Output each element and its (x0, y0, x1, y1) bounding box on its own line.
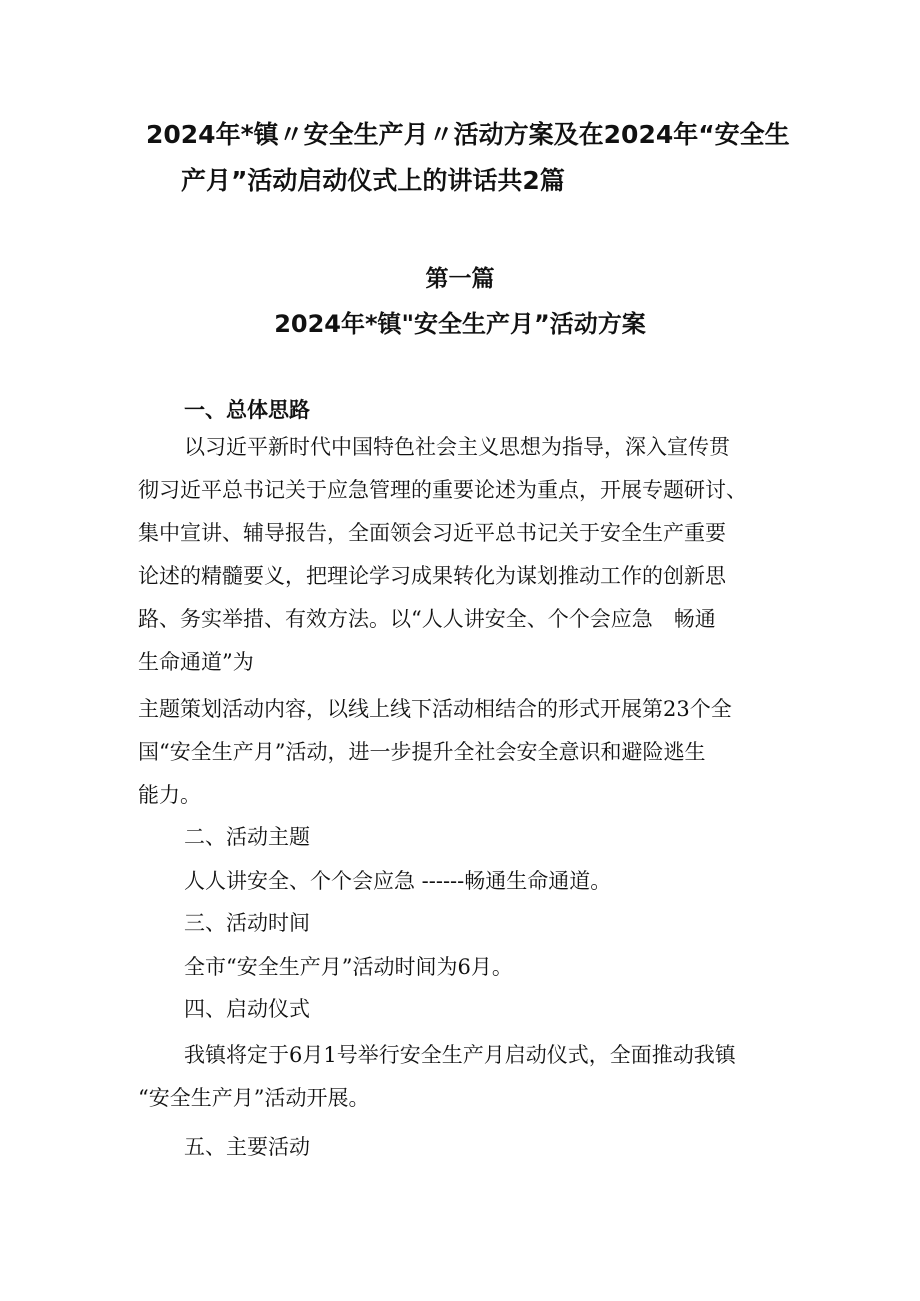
paragraph-line: 彻习近平总书记关于应急管理的重要论述为重点，开展专题研讨、 (138, 478, 747, 502)
section-1-paragraph-2 (138, 688, 798, 817)
paragraph-line: 我镇将定于6月1号举行安全生产月启动仪式，全面推动我镇 (184, 1043, 736, 1067)
paragraph-line: 以习近平新时代中国特色社会主义思想为指导，深入宣传贯 (184, 435, 730, 459)
activity-time-text: 全市“安全生产月”活动时间为6月。 (184, 955, 513, 979)
activity-theme-text: 人人讲安全、个个会应急 ------畅通生命通道。 (184, 869, 612, 893)
section-heading-launch-ceremony: 四、启动仪式 (184, 997, 310, 1021)
paragraph-line: 论述的精髓要义，把理论学习成果转化为谋划推动工作的创新思 (138, 564, 726, 588)
document-title (146, 112, 806, 204)
section-heading-main-activities: 五、主要活动 (184, 1135, 310, 1159)
paragraph-line: 能力。 (138, 783, 201, 807)
section-heading-activity-time: 三、活动时间 (184, 911, 310, 935)
section-heading-overall-approach: 一、总体思路 (184, 397, 310, 422)
paragraph-line: 主题策划活动内容，以线上线下活动相结合的形式开展第23个全 (138, 697, 732, 721)
document-title-line-1: 2024年*镇〃安全生产月〃活动方案及在2024年“安全生 (146, 120, 790, 149)
paragraph-line: 路、务实举措、有效方法。以“人人讲安全、个个会应急 畅通 (138, 607, 716, 631)
paragraph-line: 集中宣讲、辅导报告，全面领会习近平总书记关于安全生产重要 (138, 521, 726, 545)
paragraph-line: “安全生产月”活动开展。 (138, 1086, 370, 1110)
section-1-paragraph-1 (138, 426, 798, 684)
part-title: 2024年*镇"安全生产月”活动方案 (274, 310, 646, 338)
section-heading-activity-theme: 二、活动主题 (184, 825, 310, 849)
part-label: 第一篇 (425, 266, 495, 292)
document-title-line-2: 产月”活动启动仪式上的讲话共2篇 (181, 166, 565, 195)
paragraph-line: 国“安全生产月”活动，进一步提升全社会安全意识和避险逃生 (138, 740, 706, 764)
launch-ceremony-paragraph (138, 1034, 798, 1120)
paragraph-line: 生命通道”为 (138, 650, 254, 674)
